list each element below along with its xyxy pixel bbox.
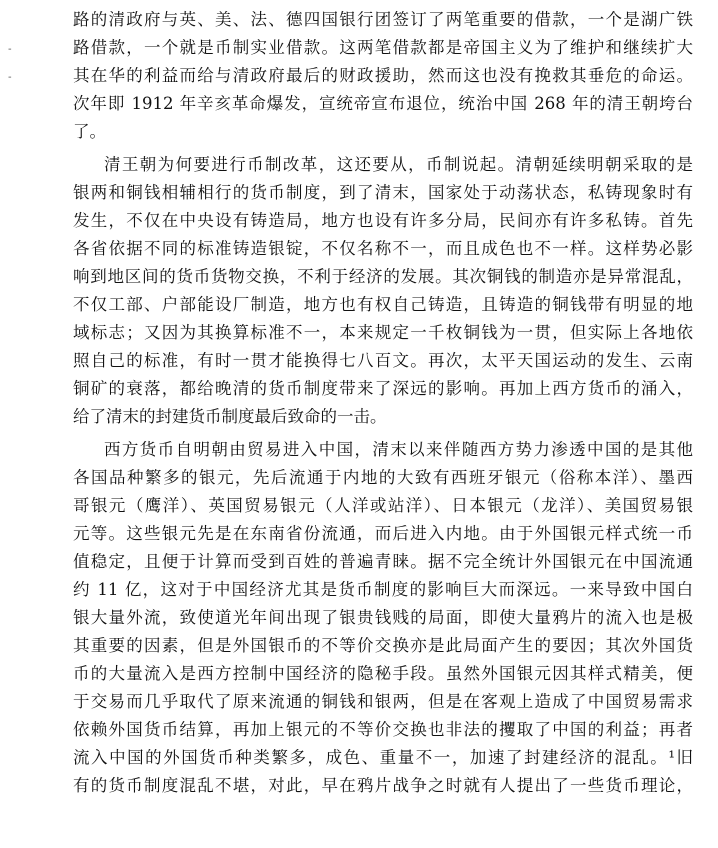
text-line: 流入中国的外国货币种类繁多，成色、重量不一，加速了封建经济的混乱。¹旧 [73,748,693,767]
text-line: 币的大量流入是西方控制中国经济的隐秘手段。虽然外国银元因其样式精美，便 [73,664,693,683]
text-line: 哥银元（鹰洋）、英国贸易银元（人洋或站洋）、日本银元（龙洋）、美国贸易银 [73,496,693,515]
text-line: 照自己的标准，有时一贯才能换得七八百文。再次，太平天国运动的发生、云南 [73,351,693,370]
text-line: 路的清政府与英、美、法、德四国银行团签订了两笔重要的借款，一个是湖广铁 [73,10,693,29]
text-line: 给了清末的封建货币制度最后致命的一击。 [73,407,387,426]
text-line: 其重要的因素，但是外国银币的不等价交换亦是此局面产生的要因；其次外国货 [73,636,693,655]
text-line: 各省依据不同的标准铸造银锭，不仅名称不一，而且成色也不一样。这样势必影 [73,239,693,258]
text-line: 银大量外流，致使道光年间出现了银贵钱贱的局面，即使大量鸦片的流入也是极 [73,608,693,627]
text-line: 不仅工部、户部能设厂制造，地方也有权自己铸造，且铸造的铜钱带有明显的地 [73,295,693,314]
text-line: 域标志；又因为其换算标准不一，本来规定一千枚铜钱为一贯，但实际上各地依 [73,323,693,342]
margin-mark: - [8,44,12,55]
text-line: 次年即 1912 年辛亥革命爆发，宣统帝宣布退位，统治中国 268 年的清王朝垮台 [73,94,693,113]
text-line: 元等。这些银元先是在东南省份流通，而后进入内地。由于外国银元样式统一币 [73,524,693,543]
text-line: 清王朝为何要进行币制改革，这还要从，币制说起。清朝延续明朝采取的是 [104,155,693,174]
text-line: 有的货币制度混乱不堪，对此，早在鸦片战争之时就有人提出了一些货币理论， [73,776,693,795]
document-body [73,6,693,800]
text-line: 西方货币自明朝由贸易进入中国，清末以来伴随西方势力渗透中国的是其他 [104,440,693,459]
text-line: 其在华的利益而给与清政府最后的财政援助，然而这也没有挽救其垂危的命运。 [73,66,693,85]
text-line: 发生，不仅在中央设有铸造局，地方也设有许多分局，民间亦有许多私铸。首先 [73,211,693,230]
text-line: 于交易而几乎取代了原来流通的铜钱和银两，但是在客观上造成了中国贸易需求 [73,692,693,711]
text-line: 铜矿的衰落，都给晚清的货币制度带来了深远的影响。再加上西方货币的涌入， [73,379,693,398]
text-line: 响到地区间的货币货物交换，不利于经济的发展。其次铜钱的制造亦是异常混乱， [73,267,693,286]
text-line: 各国品种繁多的银元，先后流通于内地的大致有西班牙银元（俗称本洋）、墨西 [73,468,693,487]
text-line: 值稳定，且便于计算而受到百姓的普遍青睐。据不完全统计外国银元在中国流通 [73,552,693,571]
text-line: 约 11 亿，这对于中国经济尤其是货币制度的影响巨大而深远。一来导致中国白 [73,580,693,599]
text-line: 了。 [73,122,106,141]
text-line: 银两和铜钱相辅相行的货币制度，到了清末，国家处于动荡状态，私铸现象时有 [73,183,693,202]
margin-mark: - [8,72,12,83]
text-line: 依赖外国货币结算，再加上银元的不等价交换也非法的攫取了中国的利益；再者 [73,720,693,739]
text-line: 路借款，一个就是币制实业借款。这两笔借款都是帝国主义为了维护和继续扩大 [73,38,693,57]
